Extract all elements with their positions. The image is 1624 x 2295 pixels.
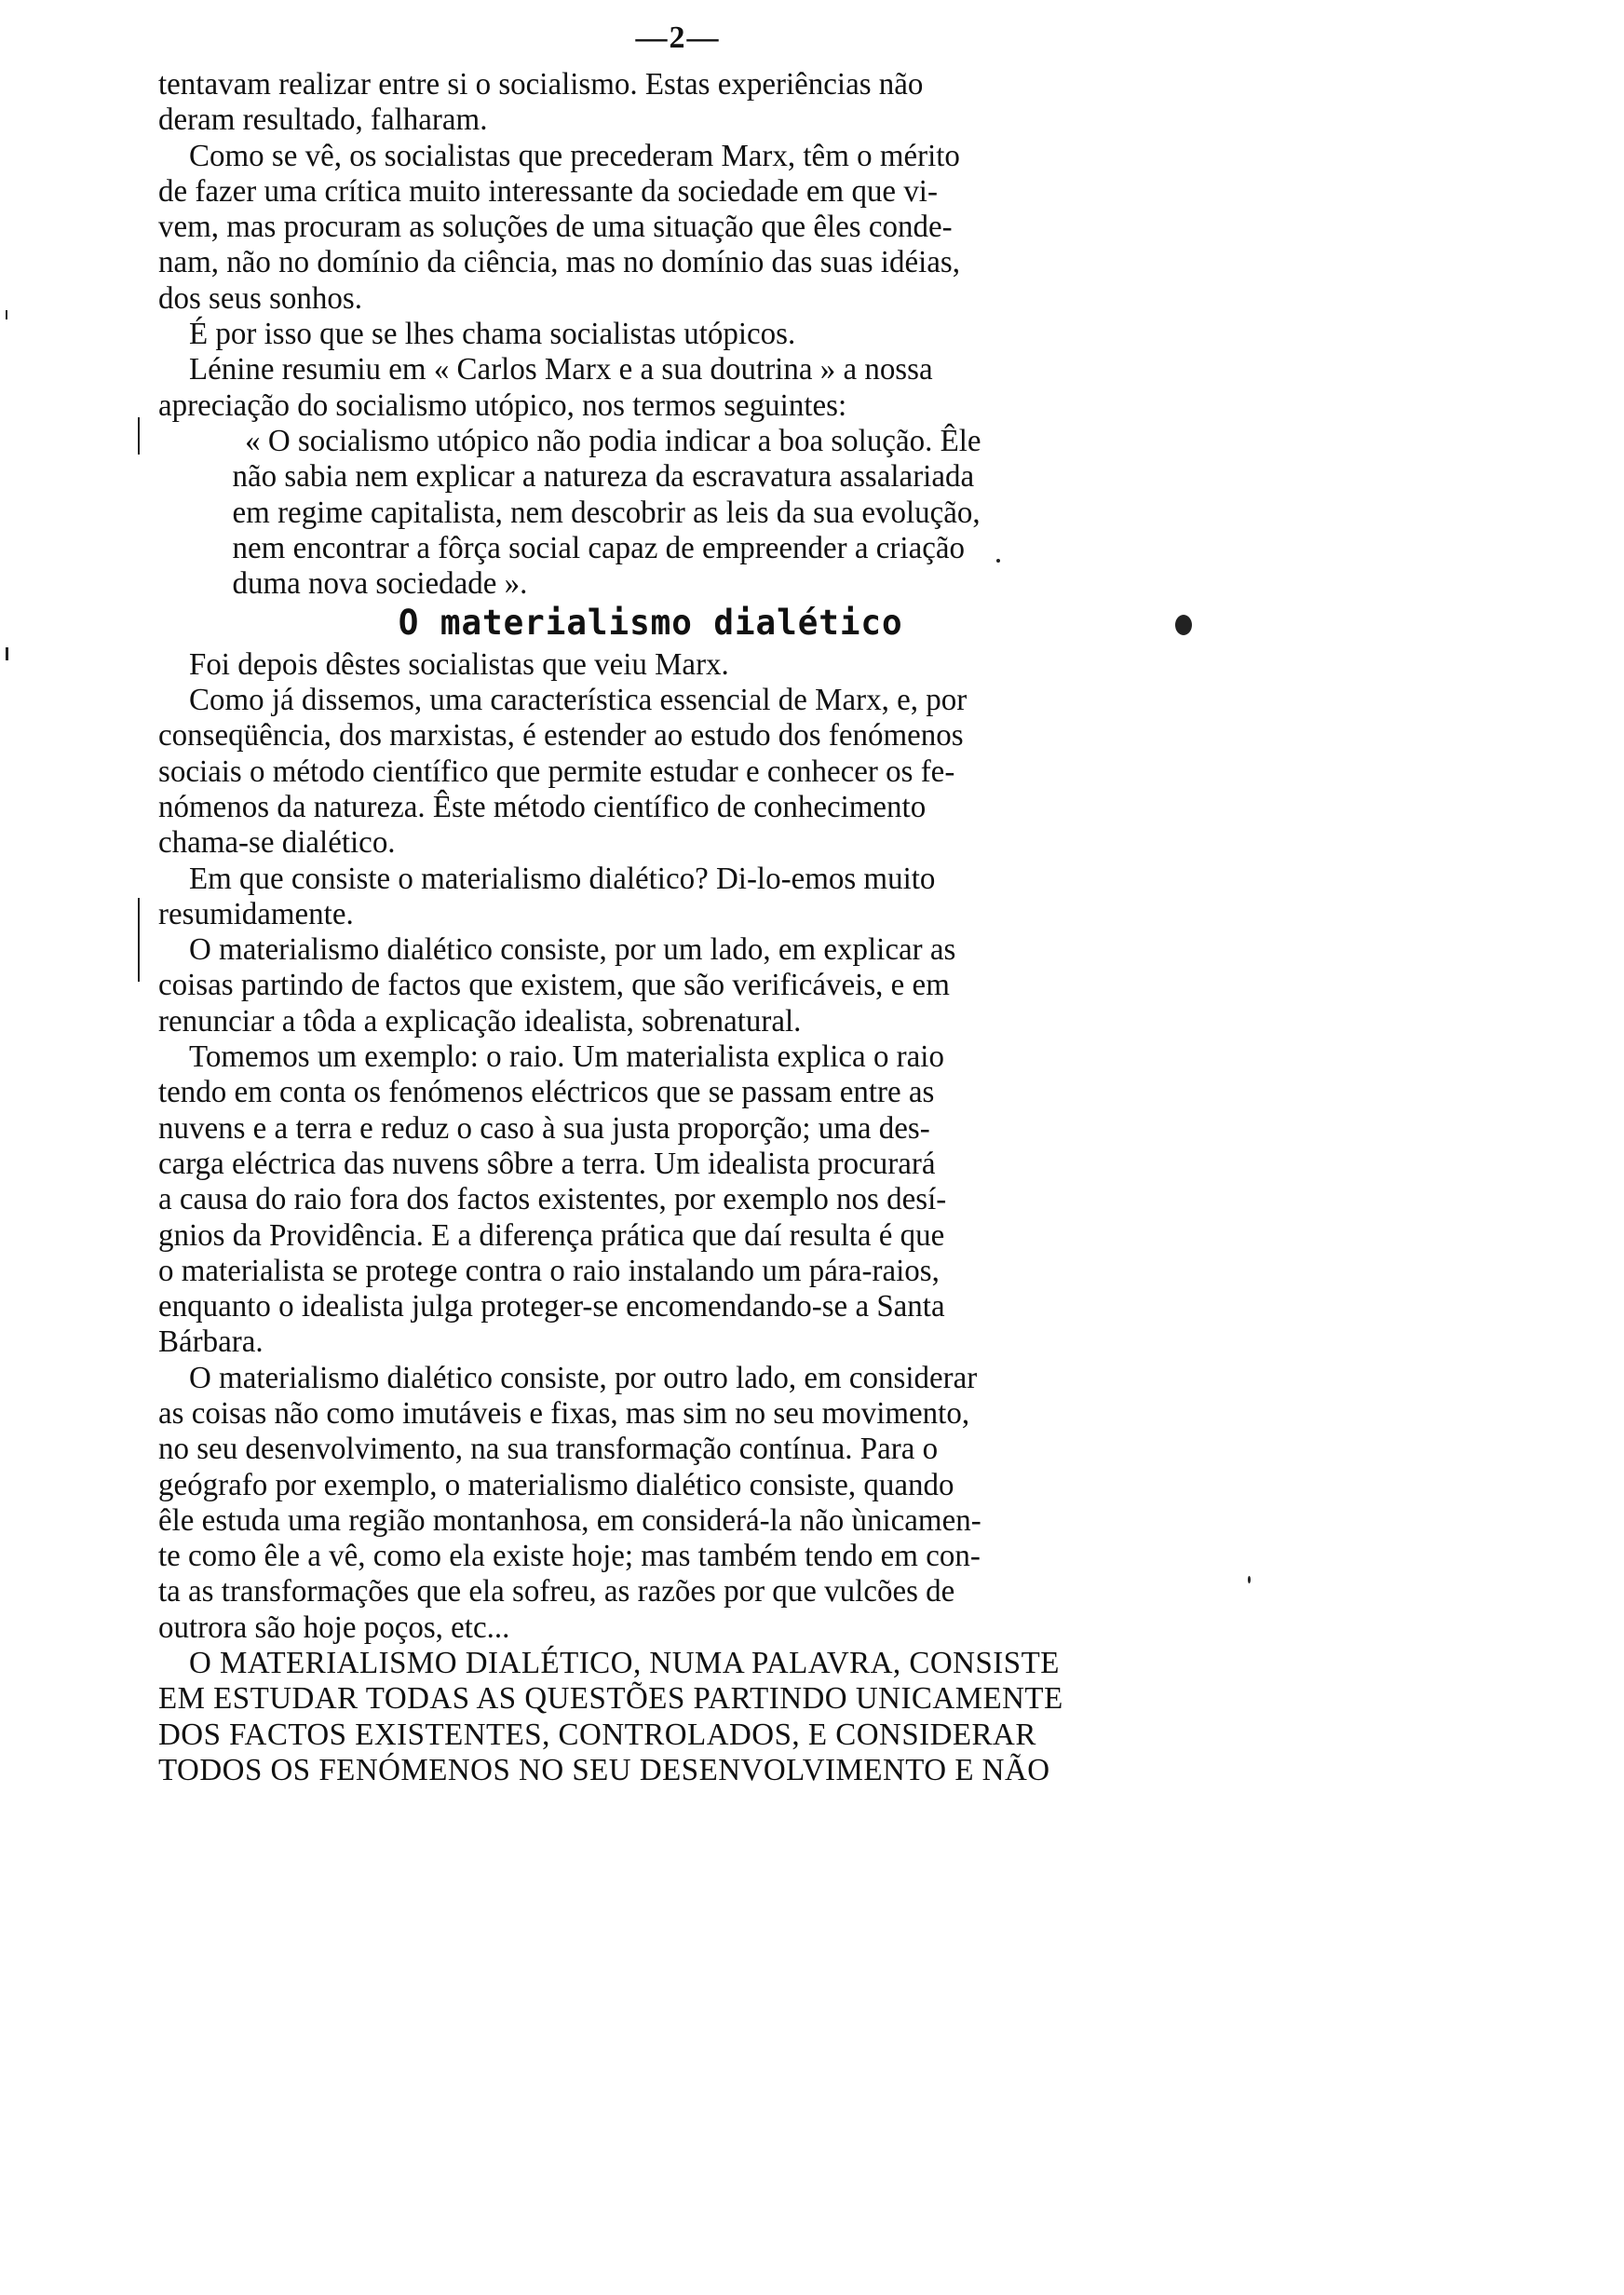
text-line [158,174,1143,210]
line-text: O materialismo dialético consiste, por outro lado, em considerar [188,1360,978,1395]
paragraph-2 [158,139,1143,317]
line-text: o materialista se protege contra o raio instalando um pára-raios, [158,1253,940,1288]
line-text: Bárbara. [158,1324,264,1360]
line-text: nem encontrar a fôrça social capaz de empreender a criação [232,530,965,565]
text-line [158,862,1143,897]
text-line [158,566,1143,602]
margin-mark [138,417,140,455]
margin-mark [138,898,140,982]
body-text [158,67,1143,1788]
text-line [158,352,1143,387]
line-text: gnios da Providência. E a diferença prática que daí resulta é que [158,1217,945,1253]
line-text: tentavam realizar entre si o socialismo. Estas experiências não [158,67,924,102]
paragraph-5 [158,647,1143,683]
line-text: geógrafo por exemplo, o materialismo dialético consiste, quando [158,1467,954,1502]
text-line [158,683,1143,718]
text-line [158,718,1143,754]
text-line [158,1503,1143,1539]
text-line [158,459,1143,495]
text-line [158,67,1143,102]
text-line [158,1361,1143,1396]
text-line [158,1218,1143,1254]
line-text: duma nova sociedade ». [232,566,528,602]
page-number: —2— [635,20,721,55]
text-line [158,424,1143,459]
line-text: dos seus sonhos. [158,280,362,316]
text-line [158,1468,1143,1503]
line-text: sociais o método científico que permite estudar e conhecer os fe- [158,754,955,789]
line-text: TODOS OS FENÓMENOS NO SEU DESENVOLVIMENTO E NÃO [158,1752,1050,1787]
text-line [158,210,1143,245]
text-line [158,1254,1143,1289]
line-text: apreciação do socialismo utópico, nos termos seguintes: [158,387,847,423]
line-text: tendo em conta os fenómenos eléctricos que se passam entre as [158,1075,935,1110]
text-line [158,790,1143,825]
line-text: Em que consiste o materialismo dialético? Di-lo-emos muito [188,861,936,896]
line-text: Como já dissemos, uma característica essencial de Marx, e, por [188,683,968,718]
paragraph-8 [158,932,1143,1039]
paragraph-4 [158,352,1143,424]
line-text: nam, não no domínio da ciência, mas no domínio das suas idéias, [158,245,960,280]
line-text: nuvens e a terra e reduz o caso à sua justa proporção; uma des- [158,1110,930,1146]
line-text: te como êle a vê, como ela existe hoje; mas também tendo em con- [158,1539,981,1574]
text-line [158,1147,1143,1182]
line-text: de fazer uma crítica muito interessante da sociedade em que vi- [158,173,938,209]
text-line [158,754,1143,790]
line-text: outrora são hoje poços, etc... [158,1609,510,1645]
paragraph-6 [158,683,1143,861]
line-text: renunciar a tôda a explicação idealista, sobrenatural. [158,1003,802,1039]
line-text: a causa do raio fora dos factos existentes, por exemplo nos desí- [158,1182,947,1217]
text-line [158,139,1143,174]
line-text: O materialismo dialético consiste, por um lado, em explicar as [188,932,956,968]
line-text: É por isso que se lhes chama socialistas utópicos. [188,317,796,352]
text-line [158,1075,1143,1110]
text-line [158,1574,1143,1609]
text-line [158,1289,1143,1324]
line-text: em regime capitalista, nem descobrir as leis da sua evolução, [232,495,981,530]
line-text: ta as transformações que ela sofreu, as razões por que vulcões de [158,1574,955,1609]
margin-mark [6,647,8,660]
text-line [158,496,1143,531]
line-text: nómenos da natureza. Êste método científico de conhecimento [158,789,927,824]
text-line [158,1039,1143,1075]
text-line [158,1182,1143,1217]
text-line [158,281,1143,317]
section-heading: O materialismo dialético [398,603,903,644]
line-text: enquanto o idealista julga proteger-se encomendando-se a Santa [158,1289,945,1324]
text-line [158,1324,1143,1360]
text-line [158,102,1143,138]
line-text: « O socialismo utópico não podia indicar a boa solução. Êle [245,423,981,458]
text-line [158,968,1143,1003]
ink-speck [1175,615,1192,635]
ink-speck [996,559,1000,563]
text-line [158,1753,1143,1788]
text-line [158,531,1143,566]
line-text: resumidamente. [158,896,354,931]
text-line [158,245,1143,280]
text-line [158,1111,1143,1147]
line-text: O MATERIALISMO DIALÉTICO, NUMA PALAVRA, CONSISTE [188,1646,1060,1681]
text-line [158,1718,1143,1753]
text-line [158,647,1143,683]
text-line [158,1432,1143,1467]
text-line [158,897,1143,932]
line-text: Como se vê, os socialistas que precederam Marx, têm o mérito [188,138,960,173]
text-line [158,388,1143,424]
text-line [158,1646,1143,1681]
capitalized-summary [158,1646,1143,1788]
text-line [158,825,1143,861]
line-text: Foi depois dêstes socialistas que veiu Marx. [188,646,729,682]
line-text: coisas partindo de factos que existem, que são verificáveis, e em [158,968,950,1003]
paragraph-1 [158,67,1143,139]
text-line [158,1539,1143,1574]
line-text: chama-se dialético. [158,825,396,861]
line-text: no seu desenvolvimento, na sua transformação contínua. Para o [158,1432,939,1467]
paragraph-9 [158,1039,1143,1361]
line-text: não sabia nem explicar a natureza da escravatura assalariada [232,459,975,495]
ink-speck [1248,1576,1251,1583]
line-text: EM ESTUDAR TODAS AS QUESTÕES PARTINDO UNICAMENTE [158,1681,1063,1717]
paragraph-7 [158,862,1143,933]
line-text: conseqüência, dos marxistas, é estender ao estudo dos fenómenos [158,718,964,754]
text-line [158,1681,1143,1717]
line-text: Lénine resumiu em « Carlos Marx e a sua doutrina » a nossa [188,352,933,387]
line-text: Tomemos um exemplo: o raio. Um materialista explica o raio [188,1039,944,1075]
text-line [158,932,1143,968]
text-line [158,1610,1143,1646]
line-text: carga eléctrica das nuvens sôbre a terra. Um idealista procurará [158,1146,936,1181]
text-line [158,1396,1143,1432]
line-text: deram resultado, falharam. [158,102,488,138]
paragraph-10 [158,1361,1143,1646]
line-text: as coisas não como imutáveis e fixas, mas sim no seu movimento, [158,1395,970,1431]
paragraph-3 [158,317,1143,352]
line-text: DOS FACTOS EXISTENTES, CONTROLADOS, E CONSIDERAR [158,1717,1036,1752]
lenin-quote [158,424,1143,602]
margin-mark [6,310,7,319]
line-text: vem, mas procuram as soluções de uma situação que êles conde- [158,210,953,245]
text-line [158,1004,1143,1039]
line-text: êle estuda uma região montanhosa, em considerá-la não ùnicamen- [158,1502,981,1538]
text-line [158,317,1143,352]
